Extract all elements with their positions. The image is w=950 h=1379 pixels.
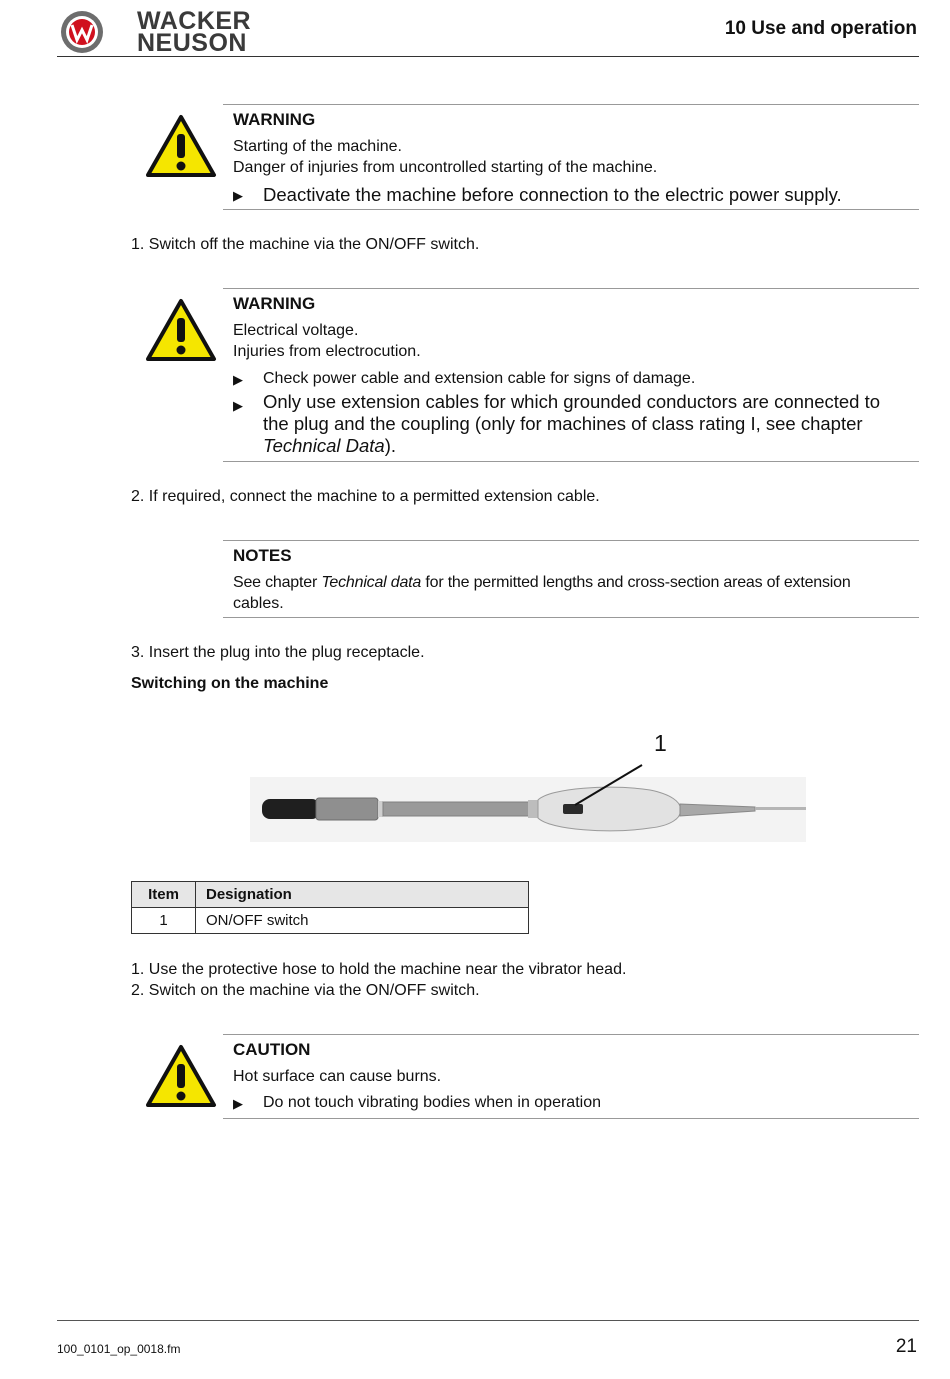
- bullet-arrow-icon: ▶: [233, 188, 243, 203]
- caution-instruction: [233, 1094, 601, 1112]
- brand-line-2: NEUSON: [137, 29, 247, 57]
- step-switch-on: 2. Switch on the machine via the ON/OFF switch.: [131, 982, 480, 999]
- warning-triangle-icon: [145, 1044, 217, 1108]
- notes-text: [233, 574, 851, 592]
- step-switch-off: 1. Switch off the machine via the ON/OFF switch.: [131, 236, 480, 253]
- footer-divider: [57, 1320, 919, 1321]
- instruction-line-1: Only use extension cables for which grounded conductors are connected to: [263, 391, 881, 412]
- figure-callout-number: 1: [654, 730, 667, 756]
- brand-line-1: WACKER: [137, 7, 252, 35]
- footer-filename: 100_0101_op_0018.fm: [57, 1342, 181, 1356]
- page-number: 21: [895, 1336, 917, 1357]
- notes-text-post: for the permitted lengths and cross-section areas of extension: [421, 574, 851, 591]
- notes-text-pre: See chapter: [233, 574, 322, 591]
- section-heading: Switching on the machine: [131, 675, 329, 692]
- column-header-designation: Designation: [196, 882, 529, 908]
- warning-box-starting: [223, 104, 919, 210]
- table-header-row: [132, 882, 529, 908]
- table-cell-item: 1: [132, 908, 196, 934]
- brand-wordmark: [137, 7, 252, 57]
- warning-instruction-text: Check power cable and extension cable for signs of damage.: [263, 370, 696, 387]
- on-off-switch: [563, 804, 583, 814]
- caution-heading: CAUTION: [233, 1040, 311, 1059]
- step-hold-hose: 1. Use the protective hose to hold the machine near the vibrator head.: [131, 961, 627, 978]
- caution-instruction-text: Do not touch vibrating bodies when in operation: [263, 1094, 601, 1111]
- warning-consequence: Danger of injuries from uncontrolled starting of the machine.: [233, 159, 658, 176]
- notes-box: [223, 540, 919, 618]
- step-insert-plug: 3. Insert the plug into the plug receptacle.: [131, 644, 425, 661]
- chapter-reference: Technical data: [321, 574, 422, 591]
- warning-hazard: Electrical voltage.: [233, 322, 359, 339]
- notes-text-line-2: cables.: [233, 595, 284, 612]
- header-divider: [57, 56, 919, 57]
- warning-box-electrical: [223, 288, 919, 462]
- warning-instruction: [233, 391, 880, 457]
- bullet-arrow-icon: ▶: [233, 1096, 243, 1111]
- caution-box: [223, 1034, 919, 1119]
- designation-table: [131, 881, 529, 934]
- vibrator-illustration: [250, 760, 810, 850]
- warning-triangle-icon: [145, 114, 217, 178]
- notes-heading: NOTES: [233, 546, 292, 565]
- warning-heading: WARNING: [233, 110, 316, 129]
- warning-triangle-icon: [145, 298, 217, 362]
- warning-hazard: Starting of the machine.: [233, 138, 402, 155]
- warning-instruction-text: [263, 391, 880, 457]
- warning-instruction-text: Deactivate the machine before connection to the electric power supply.: [263, 184, 842, 205]
- instruction-end: ).: [384, 435, 397, 456]
- caution-hazard: Hot surface can cause burns.: [233, 1068, 442, 1085]
- step-connect-extension: 2. If required, connect the machine to a permitted extension cable.: [131, 488, 600, 505]
- warning-heading: WARNING: [233, 294, 316, 313]
- warning-consequence: Injuries from electrocution.: [233, 343, 421, 360]
- warning-instruction: [233, 370, 695, 388]
- section-title: 10 Use and operation: [724, 18, 917, 39]
- bullet-arrow-icon: ▶: [233, 372, 243, 387]
- warning-instruction: [233, 184, 842, 206]
- chapter-reference: Technical Data: [263, 435, 385, 456]
- wacker-neuson-logo-icon: [60, 10, 104, 54]
- table-row: [132, 908, 529, 934]
- bullet-arrow-icon: ▶: [233, 398, 243, 413]
- column-header-item: Item: [132, 882, 196, 908]
- table-cell-designation: ON/OFF switch: [196, 908, 529, 934]
- instruction-line-2: the plug and the coupling (only for machines of class rating I, see chapter: [263, 413, 863, 434]
